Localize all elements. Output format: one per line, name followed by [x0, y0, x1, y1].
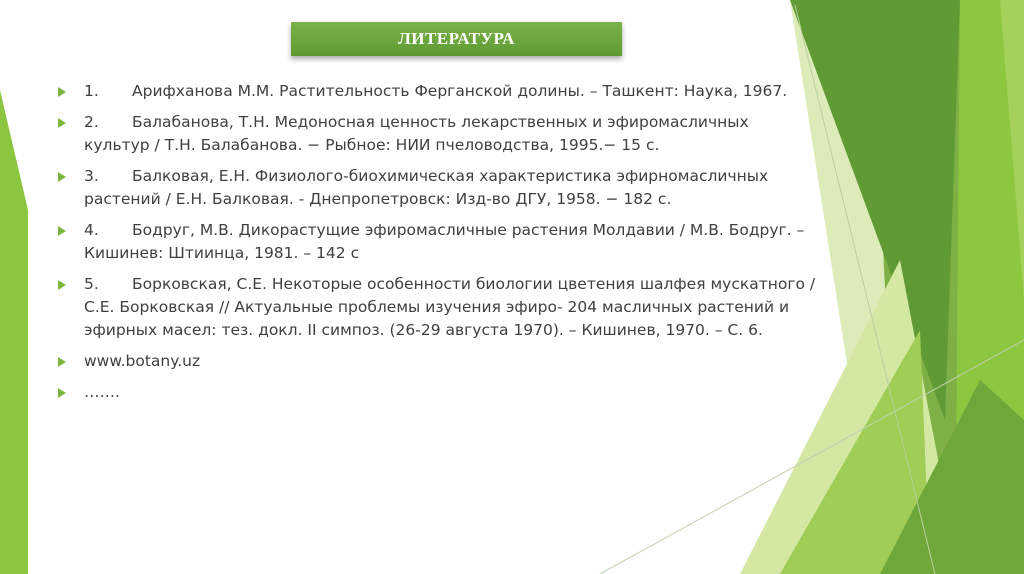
list-item	[58, 80, 818, 103]
triangle-right-icon	[58, 87, 66, 97]
reference-number: 3.	[84, 167, 99, 185]
ellipsis-text: …….	[84, 383, 120, 401]
reference-list	[58, 80, 818, 412]
triangle-right-icon	[58, 172, 66, 182]
list-item	[58, 381, 818, 404]
page-title: ЛИТЕРАТУРА	[398, 29, 515, 48]
list-item	[58, 111, 818, 157]
reference-number: 1.	[84, 82, 99, 100]
reference-text: Балабанова, Т.Н. Медоносная ценность лекарственных и эфиромасличных культур / Т.Н. Балабанова. − Рыбное: НИИ пчеловодства, 1995.− 15 с.	[84, 113, 749, 154]
list-item	[58, 273, 818, 342]
list-item	[58, 350, 818, 373]
website-link[interactable]: www.botany.uz	[84, 352, 201, 370]
triangle-right-icon	[58, 280, 66, 290]
reference-number: 4.	[84, 221, 99, 239]
triangle-right-icon	[58, 118, 66, 128]
reference-text: Бодруг, М.В. Дикорастущие эфиромасличные растения Молдавии / М.В. Бодруг. – Кишинев: Штиинца, 1981. – 142 с	[84, 221, 805, 262]
triangle-right-icon	[58, 388, 66, 398]
reference-text: Борковская, С.Е. Некоторые особенности биологии цветения шалфея мускатного / С.Е. Борковская // Актуальные проблемы изучения эфиро- 204 масличных растений и эфирных масел: тез. докл. II симпоз. (26-29 августа 1970). – Кишинев, 1970. – С. 6.	[84, 275, 816, 339]
title-banner	[291, 22, 622, 56]
reference-text: Балковая, Е.Н. Физиолого-биохимическая характеристика эфирномасличных растений / Е.Н. Балковая. - Днепропетровск: Изд-во ДГУ, 1958. − 182 с.	[84, 167, 769, 208]
left-green-stripe	[0, 90, 28, 574]
reference-number: 2.	[84, 113, 99, 131]
reference-number: 5.	[84, 275, 99, 293]
list-item	[58, 165, 818, 211]
list-item	[58, 219, 818, 265]
reference-text: Арифханова М.М. Растительность Ферганской долины. – Ташкент: Наука, 1967.	[132, 82, 788, 100]
triangle-right-icon	[58, 226, 66, 236]
triangle-right-icon	[58, 357, 66, 367]
